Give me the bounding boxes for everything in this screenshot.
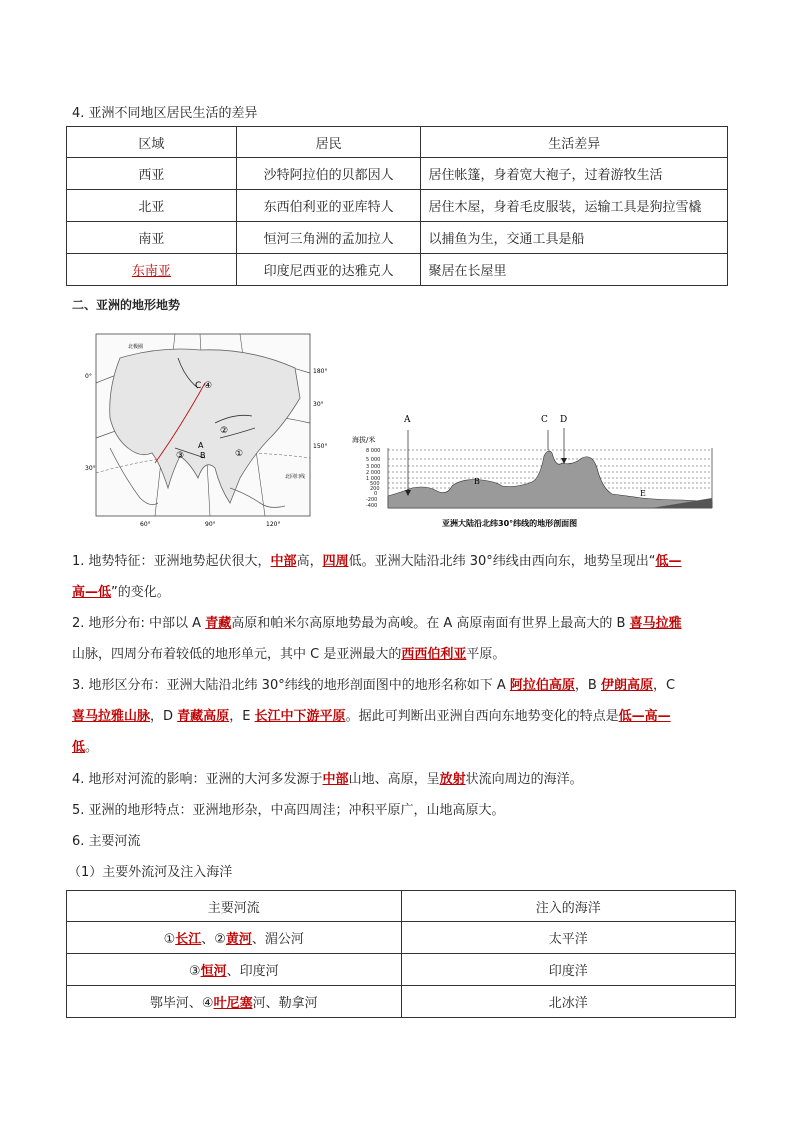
paragraph-5: 5. 亚洲的地形特点：亚洲地形杂，中高四周洼；冲积平原广，山地高原大。 bbox=[72, 803, 505, 818]
paragraph-4 bbox=[72, 764, 727, 795]
lon150-label: 150° bbox=[313, 443, 328, 450]
section4-heading: 4. 亚洲不同地区居民生活的差异 bbox=[72, 106, 258, 121]
profile-c: C bbox=[541, 415, 548, 425]
answer: 低 bbox=[72, 740, 86, 755]
table-row bbox=[67, 954, 736, 986]
people-cell: 印度尼西亚的达雅克人 bbox=[236, 254, 421, 286]
ytick: 5 000 bbox=[366, 457, 381, 463]
answer: 伊朗高原 bbox=[600, 678, 653, 693]
ytick: 2 000 bbox=[366, 470, 381, 476]
map-a-label: A bbox=[198, 441, 204, 450]
answer: 放射 bbox=[439, 772, 466, 787]
col-ocean: 注入的海洋 bbox=[401, 891, 736, 922]
lat30r-label: 30° bbox=[313, 401, 324, 408]
people-cell: 东西伯利亚的亚库特人 bbox=[236, 190, 421, 222]
map-n3-label: ③ bbox=[176, 451, 185, 461]
answer: 阿拉伯高原 bbox=[509, 678, 575, 693]
ocean-cell: 太平洋 bbox=[401, 922, 736, 954]
text-seg: 状流向周边的海洋。 bbox=[465, 772, 583, 787]
ytick: 8 000 bbox=[366, 448, 381, 454]
profile-ylabel: 海拔/米 bbox=[352, 436, 376, 444]
profile-a: A bbox=[404, 415, 411, 425]
lon60-label: 60° bbox=[140, 521, 151, 528]
life-cell: 居住木屋，身着毛皮服装，运输工具是狗拉雪橇 bbox=[421, 190, 728, 222]
map-c-label: C bbox=[195, 381, 202, 391]
map-n4-label: ④ bbox=[204, 381, 213, 391]
table-row bbox=[67, 190, 728, 222]
profile-b: B bbox=[474, 477, 480, 486]
text-seg: ，C bbox=[652, 678, 676, 693]
table-row bbox=[67, 254, 728, 286]
text-seg: 高， bbox=[296, 554, 323, 569]
table-row bbox=[67, 158, 728, 190]
arctic-label: 北极圈 bbox=[128, 344, 144, 350]
ytick: -200 bbox=[366, 497, 378, 503]
ocean-cell: 印度洋 bbox=[401, 954, 736, 986]
text-seg: ”的变化。 bbox=[111, 585, 170, 600]
region-cell: 东南亚 bbox=[67, 254, 237, 286]
text-seg: 。 bbox=[85, 740, 99, 755]
answer: 低—高— bbox=[618, 709, 671, 724]
text-seg: 1. 地势特征：亚洲地势起伏很大， bbox=[72, 554, 271, 569]
text-seg: ，B bbox=[574, 678, 601, 693]
region-cell: 南亚 bbox=[67, 222, 237, 254]
col-region: 区域 bbox=[67, 127, 237, 158]
table-row bbox=[67, 986, 736, 1018]
col-river: 主要河流 bbox=[67, 891, 402, 922]
ytick: 3 000 bbox=[366, 464, 381, 470]
asia-map bbox=[80, 328, 330, 528]
answer: 青藏 bbox=[205, 616, 232, 631]
answer: 中部 bbox=[322, 772, 349, 787]
text-seg: 低。亚洲大陆沿北纬 30°纬线由西向东，地势呈现出“ bbox=[348, 554, 656, 569]
text-seg: 3. 地形区分布：亚洲大陆沿北纬 30°纬线的地形剖面图中的地形名称如下 A bbox=[72, 678, 510, 693]
river-cell: ①长江、②黄河、湄公河 bbox=[67, 922, 402, 954]
life-cell: 聚居在长屋里 bbox=[421, 254, 728, 286]
lon180-label: 180° bbox=[313, 368, 328, 375]
text-seg: ，E bbox=[229, 709, 255, 724]
answer: 喜马拉雅 bbox=[629, 616, 682, 631]
residents-table bbox=[66, 126, 728, 286]
table-row bbox=[67, 922, 736, 954]
paragraph-2 bbox=[72, 608, 727, 670]
terrain-profile bbox=[352, 408, 722, 534]
answer: 青藏高原 bbox=[177, 709, 230, 724]
answer: 中部 bbox=[270, 554, 297, 569]
people-cell: 恒河三角洲的孟加拉人 bbox=[236, 222, 421, 254]
tropic-label: 北回归线 bbox=[285, 474, 306, 480]
paragraph-1 bbox=[72, 546, 727, 608]
paragraph-3 bbox=[72, 670, 727, 763]
ytick: 200 bbox=[370, 486, 380, 492]
paragraph-6a: （1）主要外流河及注入海洋 bbox=[68, 865, 233, 880]
lat30-label: 30° bbox=[85, 465, 96, 472]
table-row bbox=[67, 222, 728, 254]
profile-e: E bbox=[640, 489, 646, 498]
text-seg: 4. 地形对河流的影响：亚洲的大河多发源于 bbox=[72, 772, 323, 787]
rivers-table bbox=[66, 890, 736, 1018]
river-cell: ③恒河、印度河 bbox=[67, 954, 402, 986]
lon120-label: 120° bbox=[266, 521, 281, 528]
ytick: 1 000 bbox=[366, 476, 381, 482]
answer: 长江中下游平原 bbox=[254, 709, 346, 724]
paragraph-6: 6. 主要河流 bbox=[72, 834, 141, 849]
text-seg: 平原。 bbox=[466, 647, 506, 662]
answer: 喜马拉雅山脉 bbox=[72, 709, 151, 724]
ocean-cell: 北冰洋 bbox=[401, 986, 736, 1018]
answer: 西西伯利亚 bbox=[401, 647, 467, 662]
life-cell: 居住帐篷，身着宽大袍子，过着游牧生活 bbox=[421, 158, 728, 190]
ytick: 0 bbox=[374, 491, 378, 497]
answer: 四周 bbox=[322, 554, 349, 569]
text-seg: 2. 地形分布: 中部以 A bbox=[72, 616, 206, 631]
region-cell: 西亚 bbox=[67, 158, 237, 190]
text-seg: 山脉，四周分布着较低的地形单元，其中 C 是亚洲最大的 bbox=[72, 647, 402, 662]
life-cell: 以捕鱼为生，交通工具是船 bbox=[421, 222, 728, 254]
people-cell: 沙特阿拉伯的贝都因人 bbox=[236, 158, 421, 190]
lat0-label: 0° bbox=[85, 373, 92, 380]
answer: 高—低 bbox=[72, 585, 112, 600]
text-seg: ，D bbox=[150, 709, 178, 724]
answer: 低— bbox=[655, 554, 682, 569]
profile-caption: 亚洲大陆沿北纬30°纬线的地形剖面图 bbox=[442, 519, 578, 528]
region-cell: 北亚 bbox=[67, 190, 237, 222]
ytick: 500 bbox=[370, 481, 380, 487]
river-cell: 鄂毕河、④叶尼塞河、勒拿河 bbox=[67, 986, 402, 1018]
map-b-label: B bbox=[200, 451, 206, 460]
section-title: 二、亚洲的地形地势 bbox=[72, 298, 181, 312]
text-seg: 高原和帕米尔高原地势最为高峻。在 A 高原南面有世界上最高大的 B bbox=[231, 616, 630, 631]
col-life: 生活差异 bbox=[421, 127, 728, 158]
text-seg: 山地、高原，呈 bbox=[348, 772, 440, 787]
lon90-label: 90° bbox=[205, 521, 216, 528]
text-seg: 。据此可判断出亚洲自西向东地势变化的特点是 bbox=[345, 709, 619, 724]
profile-d: D bbox=[560, 415, 568, 425]
ytick: -400 bbox=[366, 503, 378, 509]
map-n1-label: ① bbox=[235, 449, 244, 459]
col-people: 居民 bbox=[236, 127, 421, 158]
map-n2-label: ② bbox=[220, 426, 229, 436]
